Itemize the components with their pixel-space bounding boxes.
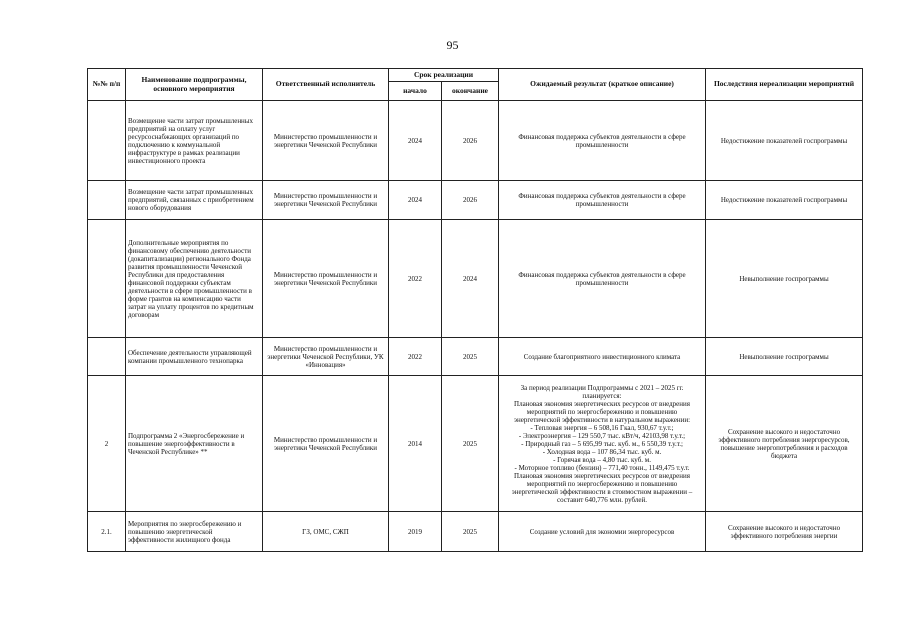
header-consequences: Последствия нереализации мероприятий (706, 69, 863, 101)
row-responsible: Министерство промышленности и энергетики Чеченской Республики (263, 181, 389, 220)
row-consequences: Сохранение высокого и недостаточно эффективного потребления энергии (706, 512, 863, 552)
row-name: Подпрограмма 2 «Энергосбережение и повышение энергоэффективности в Чеченской Республике» ** (126, 376, 263, 512)
row-name: Возмещение части затрат промышленных предприятий на оплату услуг ресурсоснабжающих организаций по подключению к коммунальной инфраструктуре в рамках реализации инвестиционного проекта (126, 101, 263, 181)
result-line: Плановая экономия энергетических ресурсов от внедрения (514, 399, 690, 408)
result-line: - Холодная вода – 107 86,34 тыс. куб. м. (542, 447, 662, 456)
result-line: мероприятий по энергосбережению и повышению (526, 407, 678, 416)
row-consequences: Невыполнение госпрограммы (706, 220, 863, 338)
header-responsible: Ответственный исполнитель (263, 69, 389, 101)
row-num: 2.1. (88, 512, 126, 552)
row-end: 2026 (442, 181, 499, 220)
result-line: составит 640,776 млн. рублей. (557, 495, 647, 504)
row-name: Дополнительные мероприятия по финансовому обеспечению деятельности (докапитализации) регионального Фонда развития промышленности Чеченской Республики для предоставления финансовой поддержки субъектам деятельности в сфере промышленности в форме грантов на компенсацию части затрат на уплату процентов по кредитным договорам (126, 220, 263, 338)
row-result: Создание условий для экономии энергоресурсов (499, 512, 706, 552)
header-period: Срок реализации (389, 69, 499, 82)
header-name: Наименование подпрограммы, основного мероприятия (126, 69, 263, 101)
row-result: Создание благоприятного инвестиционного климата (499, 338, 706, 376)
row-end: 2026 (442, 101, 499, 181)
result-line: - Тепловая энергия – 6 508,16 Гкал, 930,67 т.у.т.; (530, 423, 674, 432)
header-num: №№ п/п (88, 69, 126, 101)
row-num (88, 101, 126, 181)
page-number: 95 (446, 38, 459, 52)
row-result-detailed (499, 376, 706, 512)
row-consequences: Недостижение показателей госпрограммы (706, 181, 863, 220)
row-responsible: Министерство промышленности и энергетики Чеченской Республики (263, 376, 389, 512)
table-row (88, 338, 863, 376)
row-start: 2022 (389, 338, 442, 376)
row-num: 2 (88, 376, 126, 512)
table-row (88, 101, 863, 181)
row-responsible: Министерство промышленности и энергетики Чеченской Республики, УК «Инновация» (263, 338, 389, 376)
row-num (88, 220, 126, 338)
row-result: Финансовая поддержка субъектов деятельности в сфере промышленности (499, 220, 706, 338)
result-line: мероприятий по энергосбережению и повышению (526, 479, 678, 488)
row-end: 2025 (442, 338, 499, 376)
row-num (88, 181, 126, 220)
row-responsible: Министерство промышленности и энергетики Чеченской Республики (263, 220, 389, 338)
row-consequences: Сохранение высокого и недостаточно эффективного потребления энергоресурсов, повышение энергопотребления и расходов бюджета (706, 376, 863, 512)
row-end: 2025 (442, 512, 499, 552)
row-consequences: Невыполнение госпрограммы (706, 338, 863, 376)
row-result: Финансовая поддержка субъектов деятельности в сфере промышленности (499, 181, 706, 220)
result-line: - Горячая вода – 4,80 тыс. куб. м. (553, 455, 651, 464)
table-row (88, 376, 863, 512)
result-line: Плановая экономия энергетических ресурсов от внедрения (514, 471, 690, 480)
row-end: 2024 (442, 220, 499, 338)
row-num (88, 338, 126, 376)
row-end: 2025 (442, 376, 499, 512)
result-line: - Моторное топливо (бензин) – 771,40 тонн., 1149,475 т.у.т. (514, 463, 690, 472)
result-line: - Электроэнергия – 129 550,7 тыс. кВт/ч, 42103,98 т.у.т.; (518, 431, 686, 440)
result-line: За период реализации Подпрограммы с 2021 – 2025 гг. (520, 383, 684, 392)
row-start: 2024 (389, 181, 442, 220)
result-line: - Природный газ – 5 695,99 тыс. куб. м., 6 550,39 т.у.т.; (521, 439, 683, 448)
header-result: Ожидаемый результат (краткое описание) (499, 69, 706, 101)
table-row (88, 512, 863, 552)
row-start: 2014 (389, 376, 442, 512)
result-line: энергетической эффективности в натуральном выражении: (513, 415, 691, 424)
row-start: 2019 (389, 512, 442, 552)
row-consequences: Недостижение показателей госпрограммы (706, 101, 863, 181)
row-result: Финансовая поддержка субъектов деятельности в сфере промышленности (499, 101, 706, 181)
result-line: планируется: (582, 391, 622, 400)
result-line: энергетической эффективности в стоимостном выражении – (511, 487, 693, 496)
program-table (87, 68, 863, 552)
row-name: Обеспечение деятельности управляющей компании промышленного технопарка (126, 338, 263, 376)
row-start: 2022 (389, 220, 442, 338)
row-responsible: ГЗ, ОМС, СЖП (263, 512, 389, 552)
row-name: Мероприятия по энергосбережению и повышению энергетической эффективности жилищного фонда (126, 512, 263, 552)
table-row (88, 181, 863, 220)
header-end: окончание (442, 82, 499, 101)
row-name: Возмещение части затрат промышленных предприятий, связанных с приобретением нового оборудования (126, 181, 263, 220)
row-responsible: Министерство промышленности и энергетики Чеченской Республики (263, 101, 389, 181)
row-start: 2024 (389, 101, 442, 181)
table-row (88, 220, 863, 338)
header-start: начало (389, 82, 442, 101)
